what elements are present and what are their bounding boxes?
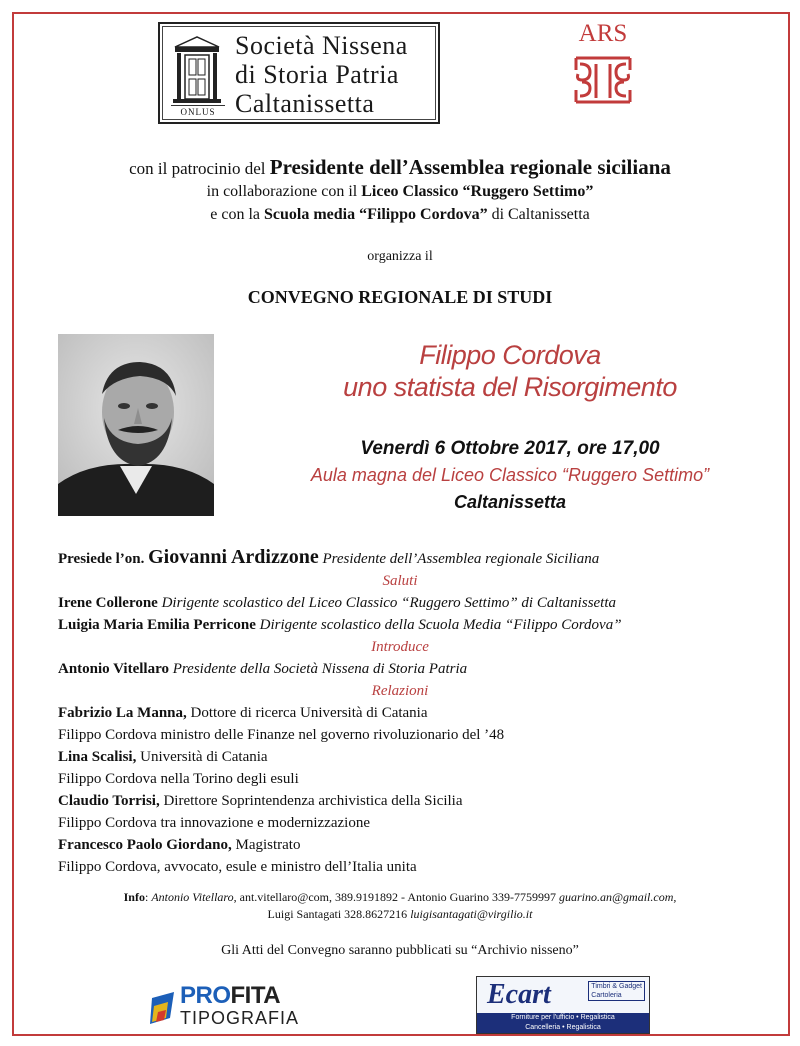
saluti-heading: Saluti xyxy=(382,573,418,589)
speaker-name: Lina Scalisi, xyxy=(58,749,137,765)
speaker-role: Direttore Soprintendenza archivistica della Sicilia xyxy=(159,793,463,809)
speaker-name: Luigia Maria Emilia Perricone xyxy=(58,617,256,633)
presiede-role: Presidente dell’Assemblea regionale Siciliana xyxy=(318,551,600,567)
patronage-pre: con il patrocinio del xyxy=(129,159,270,178)
relazione-4-speaker xyxy=(58,837,778,854)
profita-subtitle: TIPOGRAFIA xyxy=(180,1008,300,1028)
profita-fita: FITA xyxy=(230,982,281,1009)
ecart-tag-line-1: Timbri & Gadget xyxy=(591,983,642,990)
societa-nissena-logo xyxy=(158,22,440,124)
info-email-2[interactable]: luigisantagati@virgilio.it xyxy=(410,907,533,921)
logo-line-2: di Storia Patria xyxy=(235,60,399,89)
collaboration-liceo: Liceo Classico “Ruggero Settimo” xyxy=(361,183,594,200)
event-title-line-1: Filippo Cordova xyxy=(419,340,601,370)
relazione-4-title: Filippo Cordova, avvocato, esule e ministro dell’Italia unita xyxy=(58,859,417,875)
speaker-role: Dottore di ricerca Università di Catania xyxy=(186,705,428,721)
introduce-heading: Introduce xyxy=(371,639,429,655)
patronage-president: Presidente dell’Assemblea regionale siciliana xyxy=(269,155,671,179)
building-icon xyxy=(171,33,223,105)
speaker-name: Claudio Torrisi, xyxy=(58,793,160,809)
relazioni-heading: Relazioni xyxy=(371,683,429,699)
speaker-role: Università di Catania xyxy=(136,749,268,765)
speaker-name: Antonio Vitellaro xyxy=(58,661,169,677)
ecart-tag xyxy=(588,981,645,1001)
relazione-3-speaker xyxy=(58,793,778,810)
profita-mark-icon xyxy=(148,988,178,1028)
presiede-line xyxy=(58,546,778,569)
speaker-role: Magistrato xyxy=(231,837,301,853)
ecart-wordmark: Ecart xyxy=(487,979,551,1010)
speaker-name: Irene Collerone xyxy=(58,595,158,611)
saluti-item-1 xyxy=(58,595,778,612)
school-post: di Caltanissetta xyxy=(487,206,590,223)
ecart-line-1: Forniture per l'ufficio • Regalistica xyxy=(511,1014,615,1021)
presiede-name: Giovanni Ardizzone xyxy=(148,546,319,568)
filippo-cordova-portrait xyxy=(58,334,214,516)
relazione-1-speaker xyxy=(58,705,778,722)
ecart-tag-line-2: Cartoleria xyxy=(591,992,622,999)
patronage-line xyxy=(0,155,800,180)
speaker-role: Dirigente scolastico del Liceo Classico “Ruggero Settimo” di Caltanissetta xyxy=(157,595,617,611)
introduce-item xyxy=(58,661,778,678)
presiede-pre: Presiede l’on. xyxy=(58,551,149,567)
info-label: Info xyxy=(123,890,145,904)
relazione-3-title: Filippo Cordova tra innovazione e modernizzazione xyxy=(58,815,370,831)
profita-pro: PRO xyxy=(180,982,231,1009)
event-title-line-2: uno statista del Risorgimento xyxy=(343,372,677,402)
collaboration-line xyxy=(0,183,800,201)
relazione-2-title: Filippo Cordova nella Torino degli esuli xyxy=(58,771,299,787)
speaker-role: Dirigente scolastico della Scuola Media “Filippo Cordova” xyxy=(255,617,622,633)
speaker-name: Francesco Paolo Giordano, xyxy=(58,837,232,853)
event-date: Venerdì 6 Ottobre 2017, ore 17,00 xyxy=(360,438,660,459)
event-venue: Aula magna del Liceo Classico “Ruggero Settimo” xyxy=(310,465,710,485)
saluti-item-2 xyxy=(58,617,778,634)
convegno-heading: CONVEGNO REGIONALE DI STUDI xyxy=(247,287,553,307)
ars-emblem-icon xyxy=(570,52,636,108)
logo-line-3: Caltanissetta xyxy=(235,89,375,118)
profita-wordmark xyxy=(180,982,280,1010)
ars-logo-text: ARS xyxy=(578,20,628,47)
info-sep: : xyxy=(144,890,152,904)
info-contacts: , ant.vitellaro@com, 389.9191892 - Antonio Guarino 339-7759997 xyxy=(233,890,559,904)
info-contact-name: Antonio Vitellaro xyxy=(151,890,234,904)
onlus-label: ONLUS xyxy=(171,105,225,117)
event-city: Caltanissetta xyxy=(453,492,567,512)
speaker-name: Fabrizio La Manna, xyxy=(58,705,187,721)
school-line xyxy=(0,206,800,224)
info-email-1[interactable]: guarino.an@gmail.com, xyxy=(558,890,677,904)
speaker-role: Presidente della Società Nissena di Storia Patria xyxy=(168,661,468,677)
profita-logo xyxy=(148,982,318,1032)
school-pre: e con la xyxy=(210,206,264,223)
organizza-label: organizza il xyxy=(367,249,433,264)
info-contact-2: Luigi Santagati 328.8627216 xyxy=(267,907,411,921)
ecart-logo xyxy=(476,976,650,1034)
ecart-line-2: Cancelleria • Regalistica xyxy=(525,1024,601,1031)
info-line-2 xyxy=(0,907,800,922)
relazione-1-title: Filippo Cordova ministro delle Finanze nel governo rivoluzionario del ’48 xyxy=(58,727,505,743)
ecart-bar xyxy=(477,1013,649,1033)
info-line-1 xyxy=(0,890,800,905)
atti-note: Gli Atti del Convegno saranno pubblicati su “Archivio nisseno” xyxy=(221,943,579,958)
relazione-2-speaker xyxy=(58,749,778,766)
school-name: Scuola media “Filippo Cordova” xyxy=(263,206,488,223)
logo-line-1: Società Nissena xyxy=(235,31,408,60)
collaboration-pre: in collaborazione con il xyxy=(206,183,362,200)
